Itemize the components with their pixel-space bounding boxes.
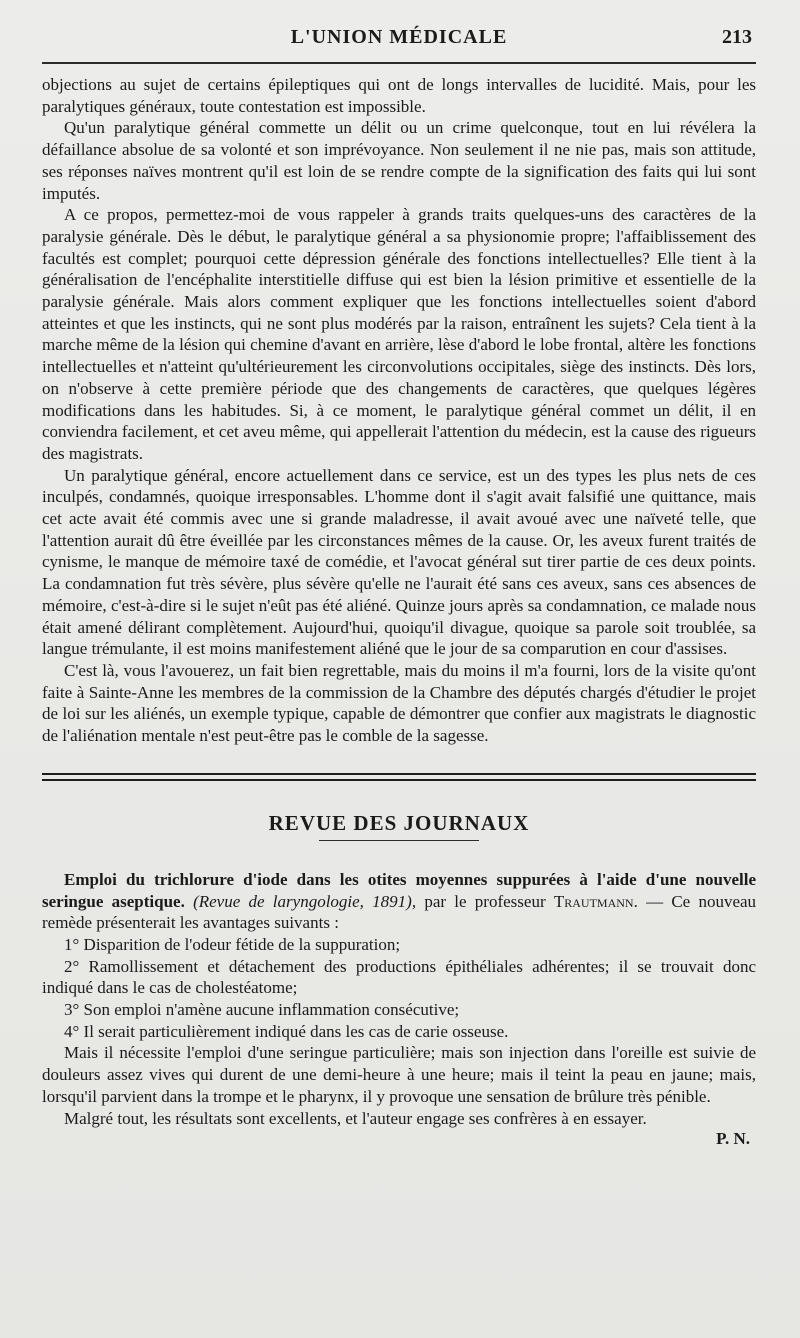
journal-title: L'UNION MÉDICALE xyxy=(290,26,508,48)
closing-paragraph: Malgré tout, les résultats sont excellents, et l'auteur engage ses confrères à en essayer. xyxy=(64,1108,647,1128)
list-item: 4° Il serait particulièrement indiqué dans les cas de carie osseuse. xyxy=(64,1021,509,1041)
list-item: 3° Son emploi n'amène aucune inflammation consécutive; xyxy=(64,1000,460,1020)
body-paragraph: C'est là, vous l'avouerez, un fait bien regrettable, mais du moins il m'a fourni, lors de la visite qu'ont faite à Sainte-Anne les membres de la commission de la Chambre des députés chargés d'étudier le projet de loi sur les aliénés, un exemple typique, capable de démontrer que confier aux magistrats le diagnostic de l'aliénation mentale n'est peut-être pas le comble de la sagesse. xyxy=(42,660,756,746)
article-author-prefix: par le professeur xyxy=(424,891,546,911)
body-paragraph: A ce propos, permettez-moi de vous rappeler à grands traits quelques-uns des caractères de la paralysie générale. Dès le début, le paralytique général a sa physionomie propre; l'affaiblissement des facultés est complet; pourquoi cette dépression générale des fonctions intellectuelles? Elle tient à la généralisation de l'encéphalite interstitielle diffuse qui est bien la lésion primitive et essentielle de la paralysie générale. Mais alors comment expliquer que les fonctions intellectuelles soient d'abord atteintes et que les instincts, qui ne sont plus modérés par la raison, entraînent les sujets? Cela tient à la marche même de la lésion qui chemine d'avant en arrière, lèse d'abord le lobe frontal, altère les fonctions intellectuelles et n'atteint qu'ultérieurement les circonvolutions occipitales, siège des instincts. Dès lors, on n'observe à cette première période que des changements de caractères, que quelques légères modifications dans les habitudes. Si, à ce moment, le paralytique général commet un délit, il en conviendra facilement, et cet aveu même, qui appellerait l'attention du médecin, est la cause des rigueurs des magistrats. xyxy=(42,205,756,463)
list-item: 1° Disparition de l'odeur fétide de la suppuration; xyxy=(64,934,401,954)
body-paragraph: objections au sujet de certains épileptiques qui ont de longs intervalles de lucidité. Mais, pour les paralytiques généraux, toute contestation est impossible. xyxy=(42,75,756,116)
article-source: (Revue de laryngologie, 1891), xyxy=(193,891,417,911)
list-item: 2° Ramollissement et détachement des productions épithéliales adhérentes; il se trouvait donc indiqué dans le cas de cholestéatome; xyxy=(42,956,756,998)
article-header xyxy=(42,869,756,934)
closing-paragraph: Mais il nécessite l'emploi d'une seringue particulière; mais son injection dans l'oreille est suivie de douleurs assez vives qui durent de une demi-heure à une heure; mais il teint la peau en jaune; mais, lorsqu'il parvient dans la trompe et le pharynx, il y provoque une sensation de brûlure très pénible. xyxy=(42,1043,756,1106)
article-signature: P. N. xyxy=(716,1129,750,1149)
header-rule xyxy=(42,62,756,64)
page-number: 213 xyxy=(722,26,752,48)
section-heading: REVUE DES JOURNAUX xyxy=(268,810,530,835)
article-intro: — Ce nouveau remède présenterait les avantages suivants : xyxy=(42,891,757,933)
running-head xyxy=(42,26,756,62)
section-divider xyxy=(42,773,756,781)
advantages-list xyxy=(42,934,756,1043)
article-title: Emploi du trichlorure d'iode dans les otites moyennes suppurées à l'aide d'une nouvelle seringue aseptique. xyxy=(42,869,756,911)
main-article-text xyxy=(42,74,756,747)
body-paragraph: Un paralytique général, encore actuellement dans ce service, est un des types les plus nets de ces inculpés, condamnés, quoique irresponsables. L'homme dont il s'agit avait falsifié une quittance, mais cet acte avait été commis avec une si grande maladresse, il avait avoué avec une naïveté telle, que l'attention aurait dû être éveillée par les circonstances mêmes de la cause. Or, les aveux furent traités de cynisme, le manque de mémoire taxé de comédie, et l'avocat général sut tirer partie de ces deux points. La condamnation fut très sévère, plus sévère qu'elle ne l'aurait été sans ces aveux, sans ces absences de mémoire, c'est-à-dire si le sujet n'eût pas été aliéné. Quinze jours après sa condamnation, ce malade nous était amené délirant complètement. Aujourd'hui, quoiqu'il divague, quoique sa parole soit troublée, sa langue trémulante, il est moins manifestement aliéné que le jour de sa comparution en cour d'assises. xyxy=(42,465,756,659)
body-paragraph: Qu'un paralytique général commette un délit ou un crime quelconque, tout en lui révélera la défaillance absolue de sa volonté et son imprévoyance. Non seulement il ne nie pas, mais son attitude, ses réponses naïves montrent qu'il est loin de se rendre compte de la signification des faits qui lui sont imputés. xyxy=(42,118,756,203)
article-author: Trautmann. xyxy=(553,891,638,911)
heading-underline xyxy=(319,840,479,841)
